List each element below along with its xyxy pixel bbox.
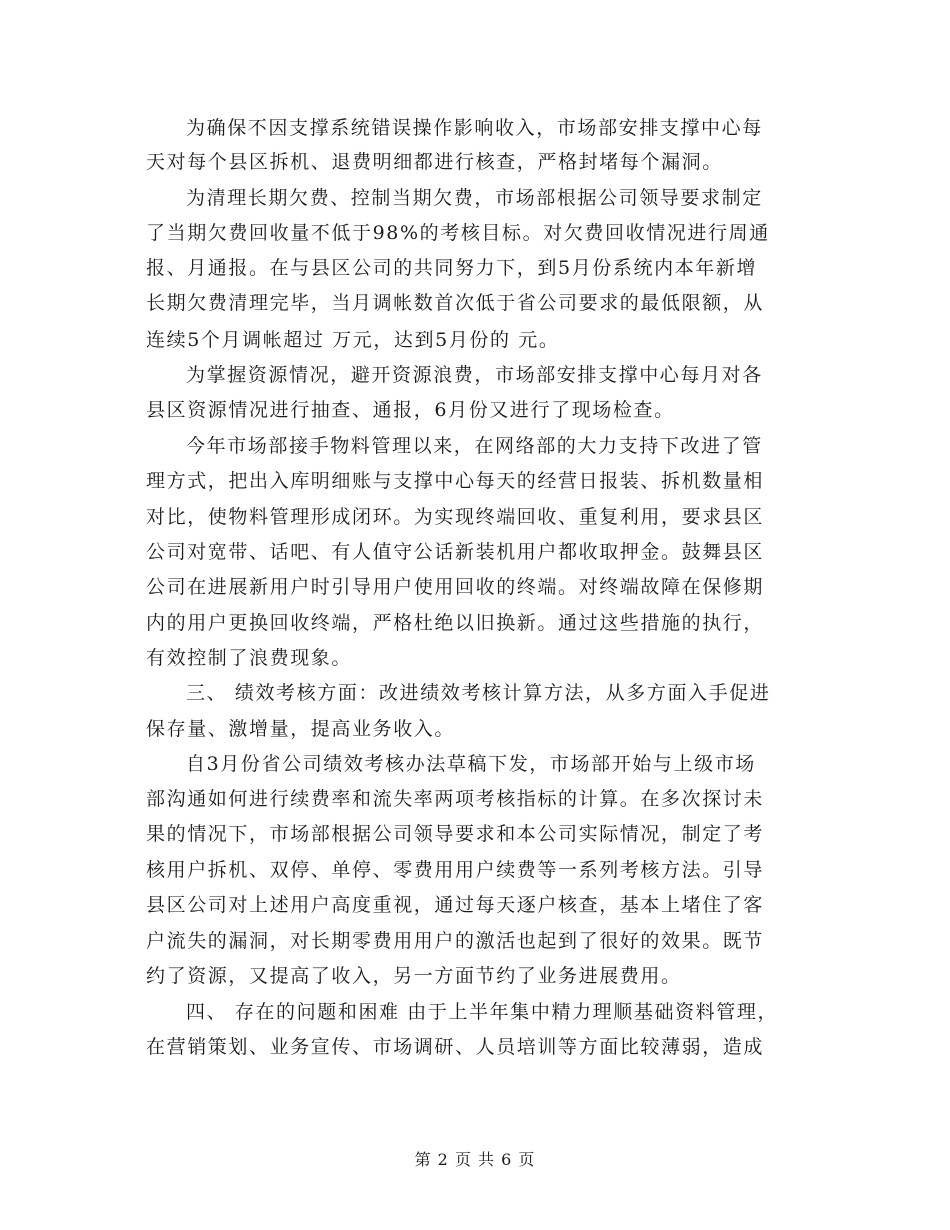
paragraph-line: 为掌握资源情况，避开资源浪费，市场部安排支撑中心每月对各 [186,364,763,386]
paragraph-line: 果的情况下，市场部根据公司领导要求和本公司实际情况，制定了考 [146,823,765,845]
paragraph-line: 部沟通如何进行续费率和流失率两项考核指标的计算。在多次探讨未 [146,788,765,810]
paragraph-line: 核用户拆机、双停、单停、零费用用户续费等一系列考核方法。引导 [146,859,765,881]
paragraph-line: 有效控制了浪费现象。 [146,647,353,669]
section-heading-line: 三、 绩效考核方面：改进绩效考核计算方法，从多方面入手促进 [186,682,771,704]
paragraph-line: 自3月份省公司绩效考核办法草稿下发，市场部开始与上级市场 [186,753,756,775]
paragraph-line: 为清理长期欠费、控制当期欠费，市场部根据公司领导要求制定 [186,187,763,209]
paragraph-line: 县区资源情况进行抽查、通报，6月份又进行了现场检查。 [146,399,675,421]
paragraph-line: 户流失的漏洞，对长期零费用用户的激活也起到了很好的效果。既节 [146,930,765,952]
paragraph-line: 公司在进展新用户时引导用户使用回收的终端。对终端故障在保修期 [146,576,765,598]
paragraph-line: 今年市场部接手物料管理以来，在网络部的大力支持下改进了管 [186,435,763,457]
section-heading-line: 四、 存在的问题和困难 由于上半年集中精力理顺基础资料管理， [186,1001,779,1023]
paragraph-line: 为确保不因支撑系统错误操作影响收入，市场部安排支撑中心每 [186,117,763,139]
paragraph-line: 在营销策划、业务宣传、市场调研、人员培训等方面比较薄弱，造成 [146,1036,765,1058]
paragraph-line: 公司对宽带、话吧、有人值守公话新装机用户都收取押金。鼓舞县区 [146,541,765,563]
paragraph-line: 内的用户更换回收终端，严格杜绝以旧换新。通过这些措施的执行， [146,612,765,634]
paragraph-line: 了当期欠费回收量不低于98%的考核目标。对欠费回收情况进行周通 [146,222,770,244]
paragraph-line: 理方式，把出入库明细账与支撑中心每天的经营日报装、拆机数量相 [146,470,765,492]
paragraph-line: 连续5个月调帐超过 万元，达到5月份的 元。 [146,329,560,351]
paragraph-line: 报、月通报。在与县区公司的共同努力下，到5月份系统内本年新增 [146,257,758,279]
section-heading-line: 保存量、激增量，提高业务收入。 [146,718,456,740]
paragraph-line: 对比，使物料管理形成闭环。为实现终端回收、重复利用，要求县区 [146,506,765,528]
paragraph-line: 长期欠费清理完毕，当月调帐数首次低于省公司要求的最低限额，从 [146,292,765,314]
paragraph-line: 天对每个县区拆机、退费明细都进行核查，严格封堵每个漏洞。 [146,151,723,173]
paragraph-line: 县区公司对上述用户高度重视，通过每天逐户核查，基本上堵住了客 [146,894,765,916]
paragraph-line: 约了资源，又提高了收入，另一方面节约了业务进展费用。 [146,965,682,987]
page-number-footer: 第 2 页 共 6 页 [414,1150,536,1169]
